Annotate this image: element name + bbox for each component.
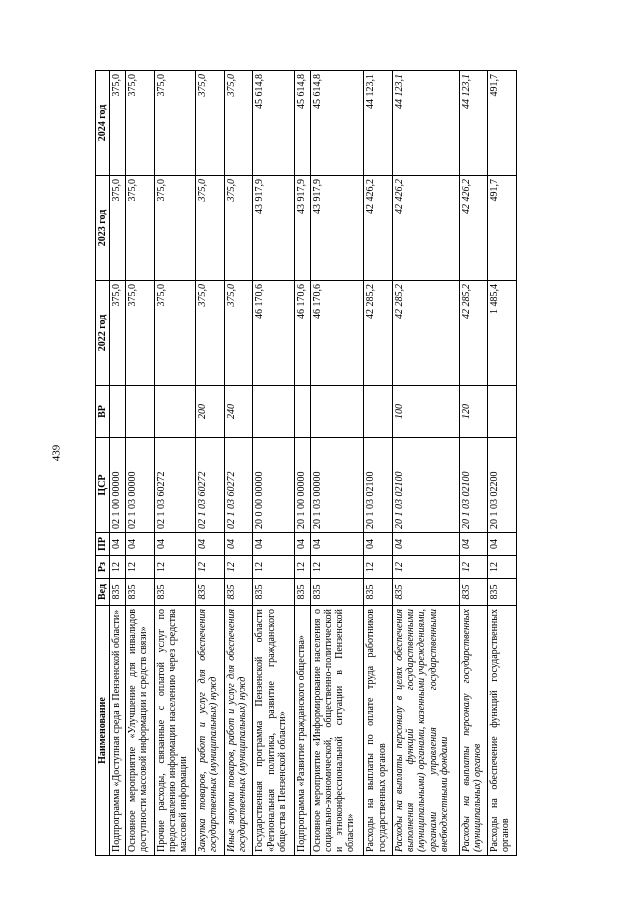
cell-name: Расходы на выплаты персоналу государственных (муниципальных) органов — [459, 606, 488, 856]
cell-2024: 375,0 — [196, 71, 225, 176]
cell-csr: 02 1 03 60272 — [196, 438, 225, 533]
cell-name: Иные закупки товаров, работ и услуг для обеспечения государственных (муниципальных) нужд — [224, 606, 253, 856]
cell-ved: 835 — [459, 579, 488, 606]
cell-csr: 20 0 00 00000 — [253, 438, 294, 533]
header-vr: ВР — [96, 386, 110, 438]
cell-rz: 12 — [459, 556, 488, 579]
cell-ved: 835 — [393, 579, 460, 606]
cell-2024: 491,7 — [488, 71, 517, 176]
cell-ved: 835 — [196, 579, 225, 606]
cell-csr: 02 1 03 60272 — [154, 438, 195, 533]
table-row — [253, 71, 294, 856]
cell-rz: 12 — [110, 556, 126, 579]
cell-rz: 12 — [196, 556, 225, 579]
cell-vr: 120 — [459, 386, 488, 438]
cell-csr: 20 1 00 00000 — [294, 438, 310, 533]
cell-vr: 100 — [393, 386, 460, 438]
cell-vr: 200 — [196, 386, 225, 438]
table-row — [488, 71, 517, 856]
cell-2022: 46 170,6 — [294, 281, 310, 386]
cell-2024: 375,0 — [126, 71, 155, 176]
cell-csr: 20 1 03 02200 — [488, 438, 517, 533]
cell-vr — [253, 386, 294, 438]
cell-rz: 12 — [154, 556, 195, 579]
cell-name: Прочие расходы, связанные с оплатой услуг по предоставлению информации населению через средства массовой информации — [154, 606, 195, 856]
cell-2022: 375,0 — [196, 281, 225, 386]
header-ved: Вед — [96, 579, 110, 606]
cell-2023: 43 917,9 — [310, 176, 364, 281]
cell-csr: 20 1 03 02100 — [364, 438, 393, 533]
cell-pr: 04 — [253, 533, 294, 556]
cell-name: Основное мероприятие «Информирование населения о социально-экономической, общественно-политической и этноконфессиональной ситуации в Пензенской области» — [310, 606, 364, 856]
cell-2024: 44 123,1 — [459, 71, 488, 176]
cell-name: Закупка товаров, работ и услуг для обеспечения государственных (муниципальных) нужд — [196, 606, 225, 856]
cell-vr — [310, 386, 364, 438]
cell-2023: 42 426,2 — [459, 176, 488, 281]
cell-name: Основное мероприятие «Улучшение для инвалидов доступности массовой информации и средств связи» — [126, 606, 155, 856]
cell-2022: 375,0 — [224, 281, 253, 386]
table-row — [224, 71, 253, 856]
cell-2023: 375,0 — [224, 176, 253, 281]
cell-ved: 835 — [154, 579, 195, 606]
page-number-container — [46, 6, 66, 899]
cell-rz: 12 — [253, 556, 294, 579]
cell-2023: 42 426,2 — [393, 176, 460, 281]
cell-2023: 375,0 — [196, 176, 225, 281]
cell-vr — [154, 386, 195, 438]
cell-csr: 02 1 03 60272 — [224, 438, 253, 533]
budget-table — [95, 70, 517, 856]
cell-name: Расходы на выплаты по оплате труда работников государственных органов — [364, 606, 393, 856]
cell-2022: 375,0 — [110, 281, 126, 386]
cell-2022: 42 285,2 — [459, 281, 488, 386]
cell-vr: 240 — [224, 386, 253, 438]
cell-2023: 375,0 — [126, 176, 155, 281]
cell-name: Расходы на выплаты персоналу в целях обеспечения выполнения функций государственными (муниципальными) органами, казенными учреждениями, органами управления государственными внебюджетными фондами — [393, 606, 460, 856]
cell-rz: 12 — [224, 556, 253, 579]
header-name: Наименование — [96, 606, 110, 856]
cell-2023: 43 917,9 — [253, 176, 294, 281]
header-csr: ЦСР — [96, 438, 110, 533]
cell-ved: 835 — [253, 579, 294, 606]
cell-2023: 375,0 — [154, 176, 195, 281]
table-row — [110, 71, 126, 856]
cell-pr: 04 — [110, 533, 126, 556]
header-2023: 2023 год — [96, 176, 110, 281]
header-2022: 2022 год — [96, 281, 110, 386]
cell-pr: 04 — [393, 533, 460, 556]
table-body — [110, 71, 517, 856]
cell-rz: 12 — [310, 556, 364, 579]
header-2024: 2024 год — [96, 71, 110, 176]
cell-name: Подпрограмма «Развитие гражданского общества» — [294, 606, 310, 856]
cell-2022: 42 285,2 — [364, 281, 393, 386]
cell-ved: 835 — [310, 579, 364, 606]
cell-csr: 02 1 03 00000 — [126, 438, 155, 533]
cell-vr — [126, 386, 155, 438]
table-row — [126, 71, 155, 856]
cell-2024: 44 123,1 — [393, 71, 460, 176]
cell-2024: 44 123,1 — [364, 71, 393, 176]
table-row — [364, 71, 393, 856]
cell-ved: 835 — [224, 579, 253, 606]
cell-name: Подпрограмма «Доступная среда в Пензенской области» — [110, 606, 126, 856]
cell-rz: 12 — [393, 556, 460, 579]
cell-rz: 12 — [294, 556, 310, 579]
cell-vr — [110, 386, 126, 438]
cell-2024: 375,0 — [224, 71, 253, 176]
cell-pr: 04 — [459, 533, 488, 556]
cell-pr: 04 — [126, 533, 155, 556]
cell-2023: 43 917,9 — [294, 176, 310, 281]
cell-vr — [488, 386, 517, 438]
cell-2022: 46 170,6 — [310, 281, 364, 386]
cell-2023: 491,7 — [488, 176, 517, 281]
cell-name: Государственная программа Пензенской области «Региональная политика, развитие гражданского общества в Пензенской области» — [253, 606, 294, 856]
header-rz: Рз — [96, 556, 110, 579]
cell-2022: 42 285,2 — [393, 281, 460, 386]
cell-ved: 835 — [110, 579, 126, 606]
cell-2022: 375,0 — [126, 281, 155, 386]
cell-2022: 375,0 — [154, 281, 195, 386]
table-row — [393, 71, 460, 856]
header-pr: ПР — [96, 533, 110, 556]
table-row — [154, 71, 195, 856]
cell-2024: 45 614,8 — [253, 71, 294, 176]
cell-ved: 835 — [364, 579, 393, 606]
cell-2022: 46 170,6 — [253, 281, 294, 386]
table-row — [294, 71, 310, 856]
table-row — [310, 71, 364, 856]
budget-table-container — [95, 71, 517, 856]
table-row — [459, 71, 488, 856]
cell-rz: 12 — [488, 556, 517, 579]
cell-pr: 04 — [310, 533, 364, 556]
cell-2023: 42 426,2 — [364, 176, 393, 281]
cell-vr — [294, 386, 310, 438]
cell-pr: 04 — [364, 533, 393, 556]
cell-pr: 04 — [294, 533, 310, 556]
cell-pr: 04 — [154, 533, 195, 556]
cell-2024: 375,0 — [110, 71, 126, 176]
cell-csr: 20 1 03 02100 — [393, 438, 460, 533]
table-header-row — [96, 71, 110, 856]
cell-name: Расходы на обеспечение функций государственных органов — [488, 606, 517, 856]
cell-rz: 12 — [364, 556, 393, 579]
cell-2024: 45 614,8 — [310, 71, 364, 176]
cell-2023: 375,0 — [110, 176, 126, 281]
cell-pr: 04 — [196, 533, 225, 556]
cell-ved: 835 — [488, 579, 517, 606]
cell-ved: 835 — [294, 579, 310, 606]
cell-csr: 02 1 00 00000 — [110, 438, 126, 533]
cell-2022: 1 485,4 — [488, 281, 517, 386]
cell-2024: 375,0 — [154, 71, 195, 176]
cell-pr: 04 — [224, 533, 253, 556]
cell-csr: 20 1 03 02100 — [459, 438, 488, 533]
cell-csr: 20 1 03 00000 — [310, 438, 364, 533]
cell-rz: 12 — [126, 556, 155, 579]
page-number: 439 — [50, 444, 62, 461]
table-row — [196, 71, 225, 856]
cell-vr — [364, 386, 393, 438]
cell-pr: 04 — [488, 533, 517, 556]
cell-ved: 835 — [126, 579, 155, 606]
cell-2024: 45 614,8 — [294, 71, 310, 176]
